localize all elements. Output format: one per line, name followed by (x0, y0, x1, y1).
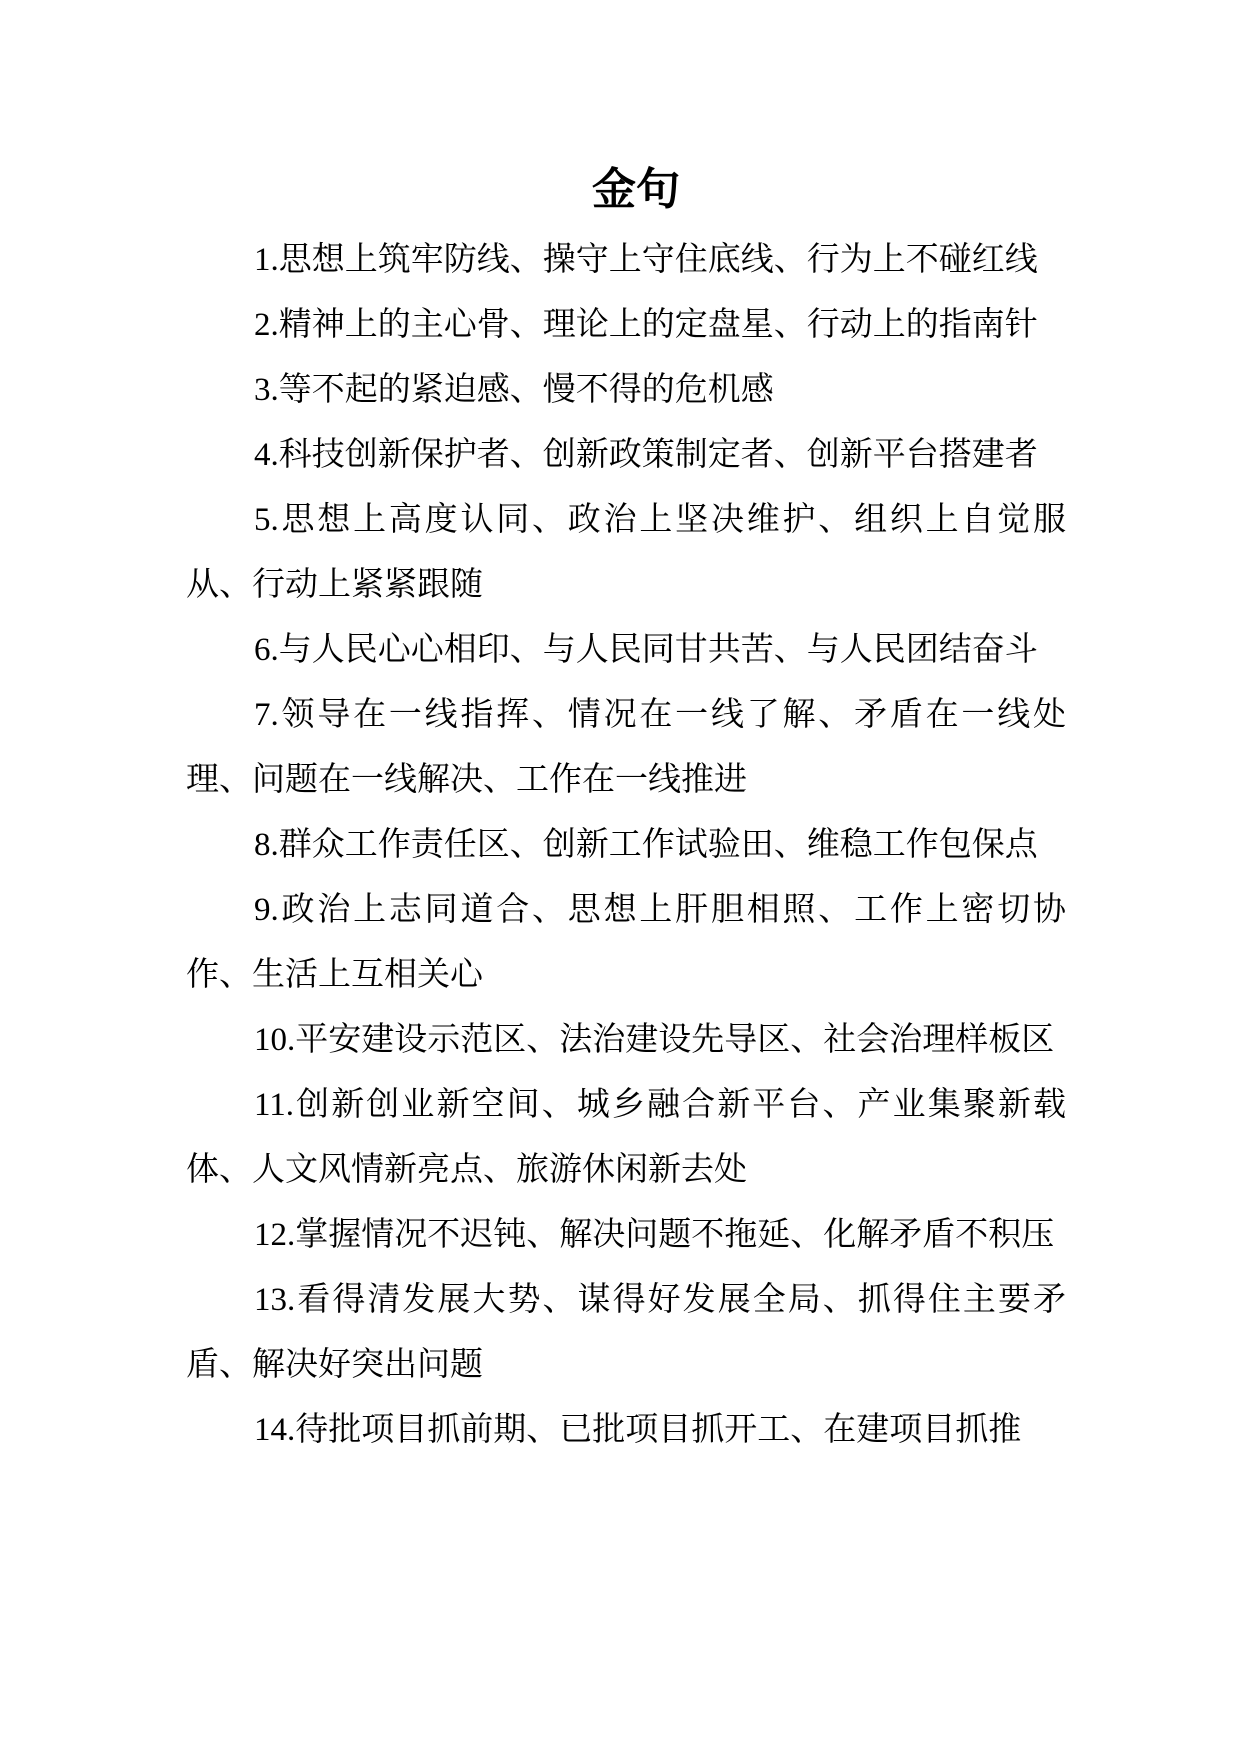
list-item: 4.科技创新保护者、创新政策制定者、创新平台搭建者 (254, 437, 1038, 473)
list-item: 12.掌握情况不迟钝、解决问题不拖延、化解矛盾不积压 (254, 1217, 1055, 1253)
list-item: 11.创新创业新空间、城乡融合新平台、产业集聚新载体、人文风情新亮点、旅游休闲新去处 (186, 1087, 1066, 1188)
list-item: 8.群众工作责任区、创新工作试验田、维稳工作包保点 (254, 827, 1038, 863)
list-item: 6.与人民心心相印、与人民同甘共苦、与人民团结奋斗 (254, 632, 1038, 668)
list-item: 13.看得清发展大势、谋得好发展全局、抓得住主要矛盾、解决好突出问题 (186, 1282, 1066, 1383)
list-item: 3.等不起的紧迫感、慢不得的危机感 (254, 372, 774, 408)
list-item: 7.领导在一线指挥、情况在一线了解、矛盾在一线处理、问题在一线解决、工作在一线推进 (186, 697, 1066, 798)
list-item: 1.思想上筑牢防线、操守上守住底线、行为上不碰红线 (254, 242, 1038, 278)
list-item: 10.平安建设示范区、法治建设先导区、社会治理样板区 (254, 1022, 1055, 1058)
list-item: 2.精神上的主心骨、理论上的定盘星、行动上的指南针 (254, 307, 1038, 343)
document-title: 金句 (592, 164, 680, 215)
list-item: 9.政治上志同道合、思想上肝胆相照、工作上密切协作、生活上互相关心 (186, 892, 1066, 993)
list-item: 5.思想上高度认同、政治上坚决维护、组织上自觉服从、行动上紧紧跟随 (186, 502, 1066, 603)
list-item: 14.待批项目抓前期、已批项目抓开工、在建项目抓推 (254, 1412, 1022, 1448)
document-page (186, 160, 1066, 1463)
